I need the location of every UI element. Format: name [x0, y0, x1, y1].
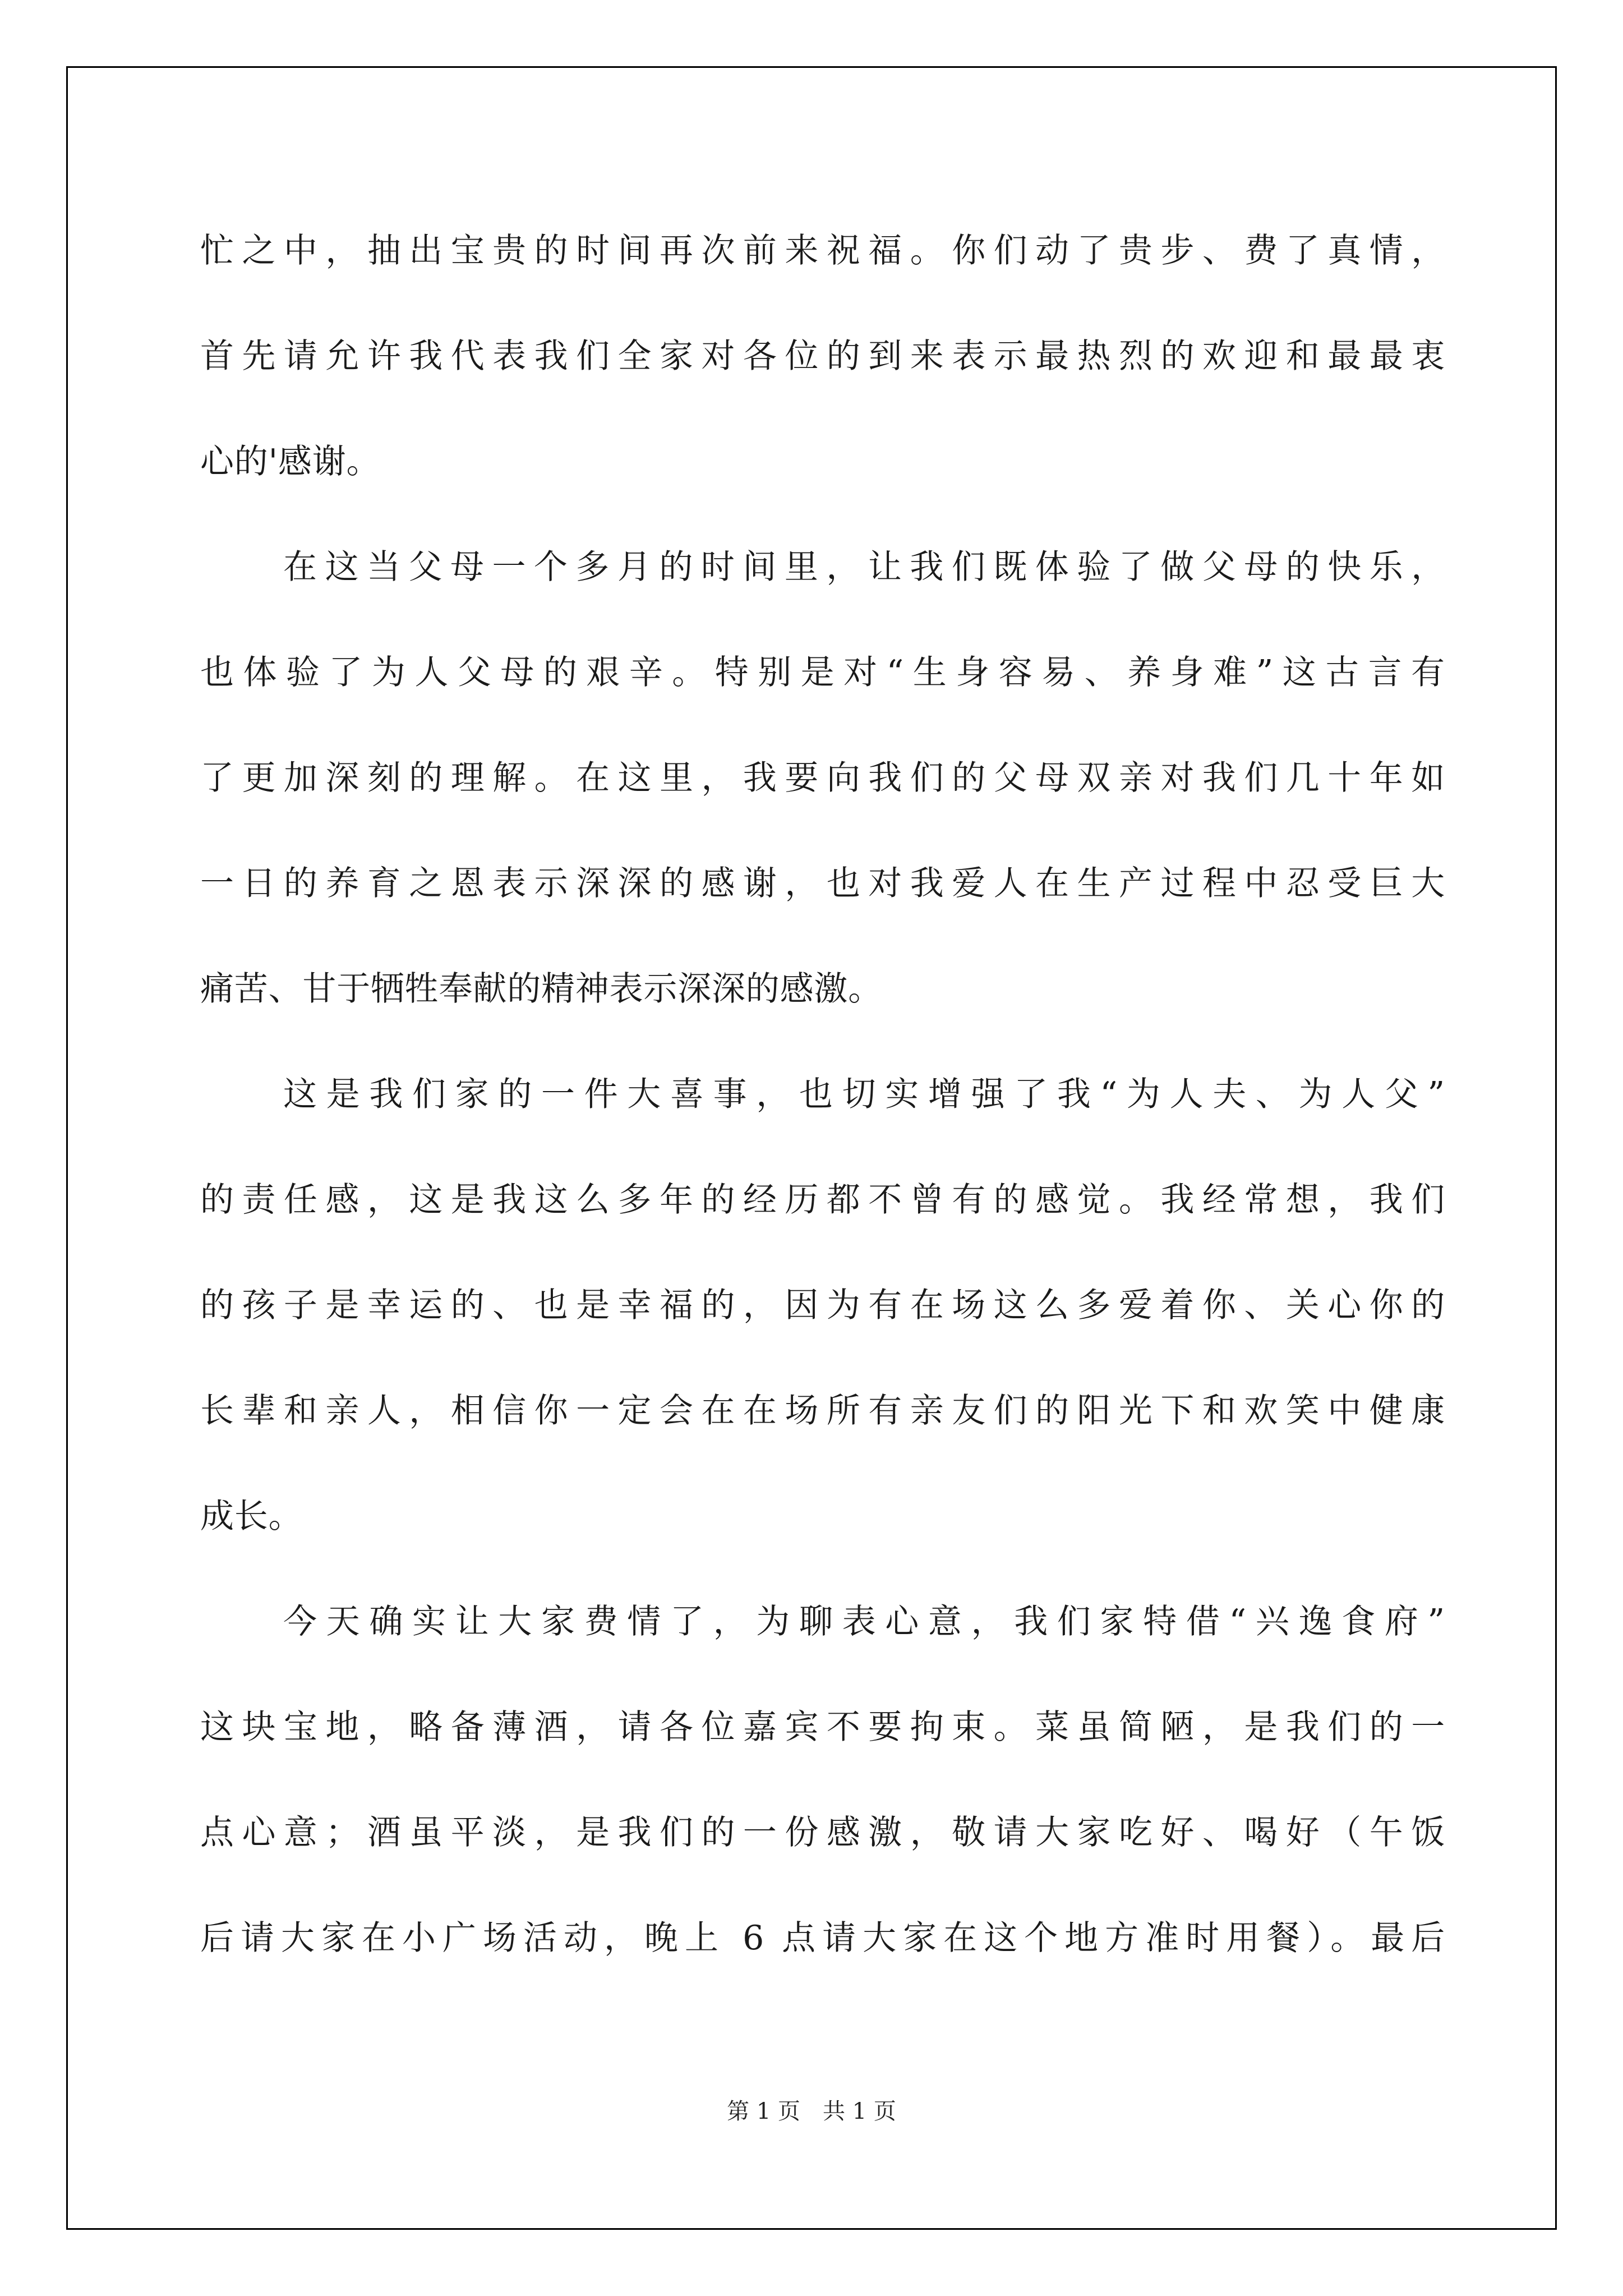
text-line: 的孩子是幸运的、也是幸福的，因为有在场这么多爱着你、关心你的 — [200, 1286, 1445, 1325]
text-line: 今天确实让大家费情了，为聊表心意，我们家特借“兴逸食府” — [283, 1602, 1445, 1641]
text-line: 一日的养育之恩表示深深的感谢，也对我爱人在生产过程中忍受巨大 — [200, 864, 1445, 903]
text-line: 成长。 — [200, 1497, 303, 1536]
text-line: 这是我们家的一件大喜事，也切实增强了我“为人夫、为人父” — [283, 1075, 1445, 1114]
text-line: 首先请允许我代表我们全家对各位的到来表示最热烈的欢迎和最最衷 — [200, 337, 1445, 376]
page-footer — [0, 2093, 1623, 2125]
page-number: 第 1 页 — [727, 2099, 800, 2124]
document-body — [200, 198, 1445, 1991]
text-line: 的责任感，这是我这么多年的经历都不曾有的感觉。我经常想，我们 — [200, 1180, 1445, 1220]
text-line: 心的'感谢。 — [200, 442, 381, 481]
text-line: 后请大家在小广场活动，晚上 6 点请大家在这个地方准时用餐）。最后 — [200, 1918, 1445, 1958]
text-line: 痛苦、甘于牺牲奉献的精神表示深深的感激。 — [200, 969, 882, 1009]
text-line: 这块宝地，略备薄酒，请各位嘉宾不要拘束。菜虽简陋，是我们的一 — [200, 1708, 1445, 1747]
text-line: 在这当父母一个多月的时间里，让我们既体验了做父母的快乐， — [283, 547, 1445, 587]
text-line: 点心意；酒虽平淡，是我们的一份感激，敬请大家吃好、喝好（午饭 — [200, 1813, 1445, 1852]
text-line: 忙之中，抽出宝贵的时间再次前来祝福。你们动了贵步、费了真情， — [200, 231, 1445, 270]
page-total: 共 1 页 — [823, 2099, 896, 2124]
text-line: 了更加深刻的理解。在这里，我要向我们的父母双亲对我们几十年如 — [200, 758, 1445, 798]
text-line: 也体验了为人父母的艰辛。特别是对“生身容易、养身难”这古言有 — [200, 653, 1445, 692]
text-line: 长辈和亲人，相信你一定会在在场所有亲友们的阳光下和欢笑中健康 — [200, 1391, 1445, 1430]
